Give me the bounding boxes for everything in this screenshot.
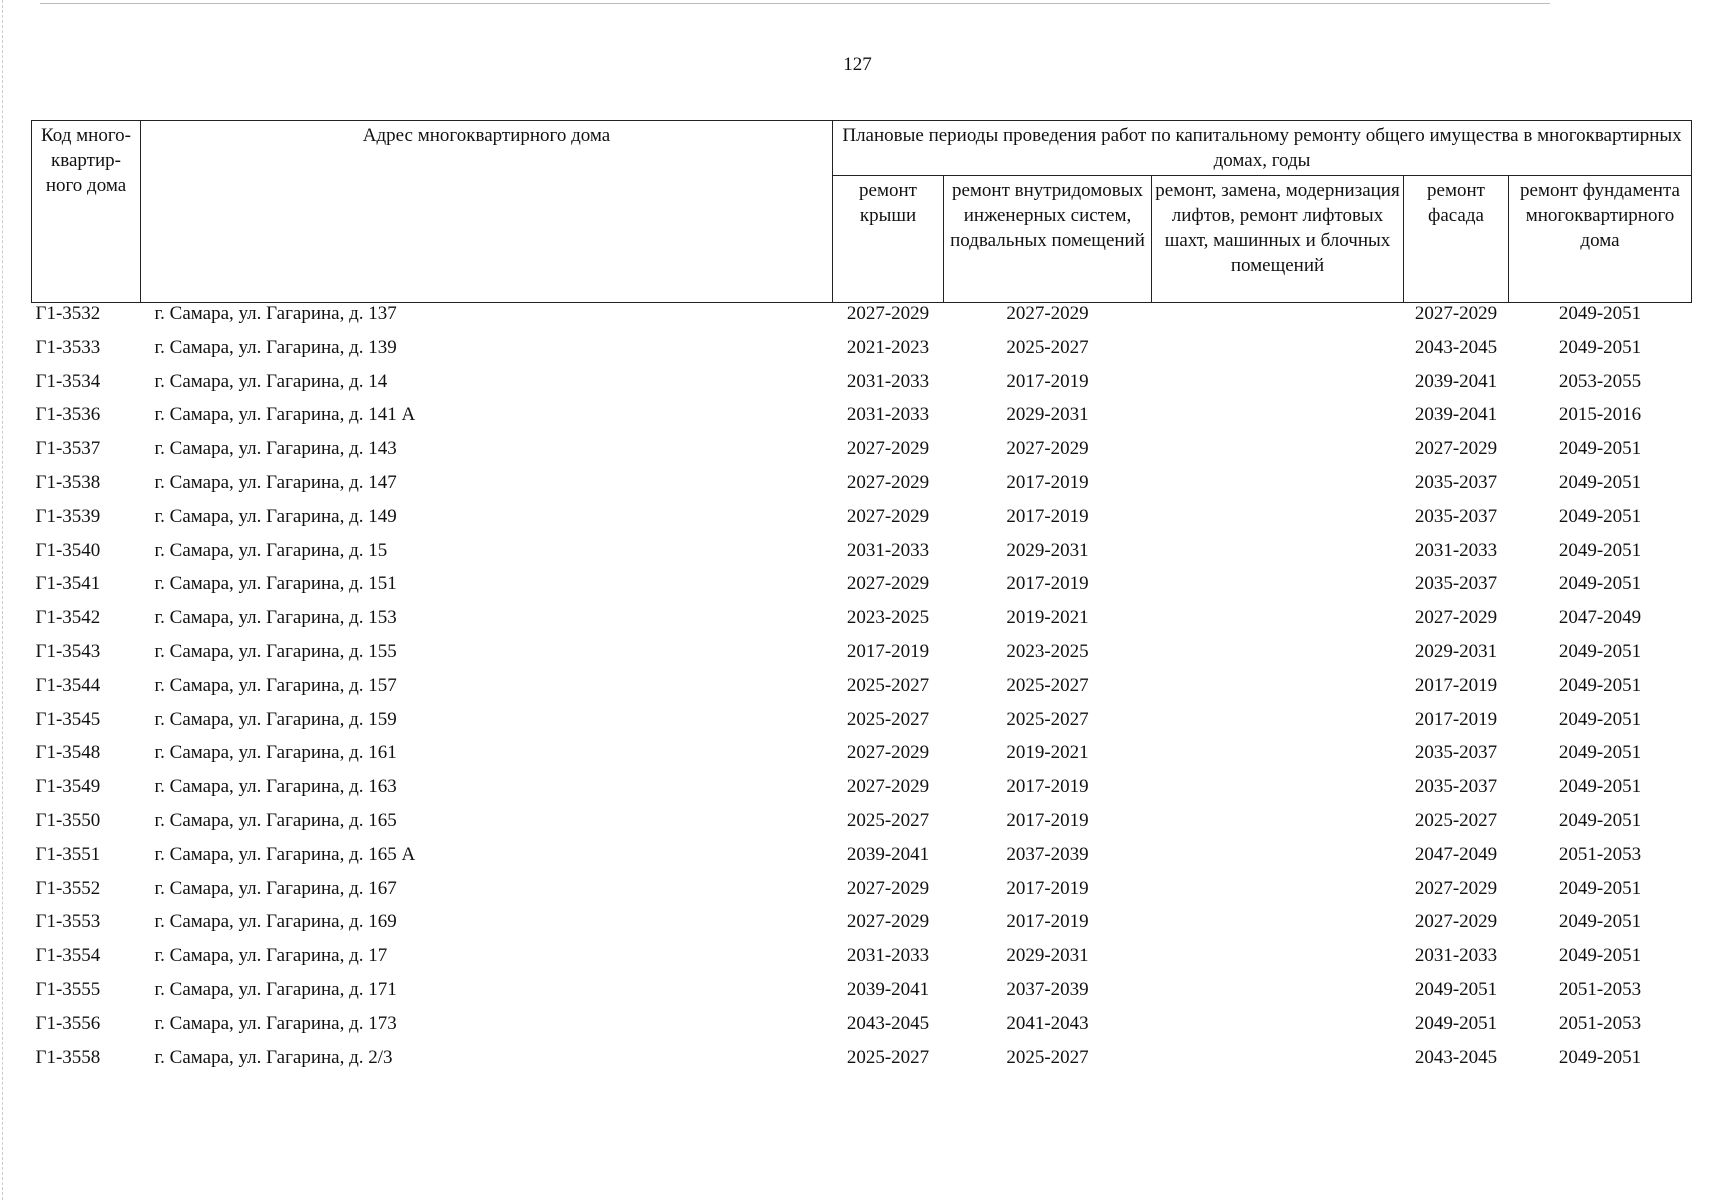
table-row	[32, 303, 1692, 337]
cell-code: Г1-3532	[35, 303, 101, 324]
header-elevators: ремонт, замена, модернизация лифтов, ремонт лифтовых шахт, машинных и блочных помещений	[1152, 176, 1404, 303]
cell-facade: 2049-2051	[1414, 978, 1498, 1000]
cell-engineering: 2029-2031	[1006, 404, 1089, 426]
cell-elevators	[1152, 979, 1404, 1013]
cell-code: Г1-3545	[35, 708, 101, 730]
cell-facade: 2029-2031	[1414, 640, 1498, 662]
table-body	[32, 303, 1692, 1081]
cell-roof: 2031-2033	[846, 370, 930, 392]
cell-facade: 2035-2037	[1414, 742, 1498, 764]
cell-facade: 2035-2037	[1414, 573, 1498, 595]
table-row	[32, 742, 1692, 776]
cell-roof: 2039-2041	[846, 843, 930, 865]
cell-elevators	[1152, 675, 1404, 709]
cell-foundation: 2051-2053	[1558, 978, 1642, 1000]
cell-code: Г1-3549	[35, 776, 101, 798]
table-row	[32, 573, 1692, 607]
cell-engineering: 2017-2019	[1006, 471, 1089, 493]
cell-address: г. Самара, ул. Гагарина, д. 15	[154, 539, 388, 561]
cell-elevators	[1152, 1013, 1404, 1047]
cell-engineering: 2017-2019	[1006, 776, 1089, 798]
cell-engineering: 2017-2019	[1006, 505, 1089, 527]
cell-roof: 2025-2027	[846, 1046, 930, 1068]
cell-foundation: 2047-2049	[1558, 607, 1642, 629]
cell-foundation: 2049-2051	[1558, 640, 1642, 662]
cell-code: Г1-3540	[35, 539, 101, 561]
cell-engineering: 2025-2027	[1006, 336, 1089, 358]
table-row	[32, 438, 1692, 472]
cell-engineering: 2017-2019	[1006, 877, 1089, 899]
cell-facade: 2017-2019	[1414, 674, 1498, 696]
cell-foundation: 2049-2051	[1558, 809, 1642, 831]
cell-code: Г1-3536	[35, 404, 101, 426]
cell-foundation: 2049-2051	[1558, 336, 1642, 358]
cell-facade: 2035-2037	[1414, 505, 1498, 527]
cell-elevators	[1152, 945, 1404, 979]
cell-address: г. Самара, ул. Гагарина, д. 137	[154, 303, 397, 324]
cell-engineering: 2017-2019	[1006, 573, 1089, 595]
cell-foundation: 2053-2055	[1558, 370, 1642, 392]
cell-roof: 2027-2029	[846, 303, 930, 324]
cell-elevators	[1152, 878, 1404, 912]
cell-facade: 2025-2027	[1414, 809, 1498, 831]
cell-roof: 2023-2025	[846, 607, 930, 629]
cell-address: г. Самара, ул. Гагарина, д. 163	[154, 776, 397, 798]
cell-facade: 2047-2049	[1414, 843, 1498, 865]
cell-foundation: 2049-2051	[1558, 911, 1642, 933]
cell-roof: 2039-2041	[846, 978, 930, 1000]
header-code: Код много-квартир-ного дома	[32, 121, 141, 303]
table-row	[32, 371, 1692, 405]
table-row	[32, 641, 1692, 675]
cell-address: г. Самара, ул. Гагарина, д. 147	[154, 471, 397, 493]
table-row	[32, 709, 1692, 743]
cell-roof: 2031-2033	[846, 945, 930, 967]
cell-engineering: 2029-2031	[1006, 539, 1089, 561]
cell-roof: 2027-2029	[846, 471, 930, 493]
cell-elevators	[1152, 709, 1404, 743]
cell-foundation: 2049-2051	[1558, 945, 1642, 967]
cell-foundation: 2049-2051	[1558, 539, 1642, 561]
cell-foundation: 2049-2051	[1558, 742, 1642, 764]
cell-roof: 2031-2033	[846, 404, 930, 426]
cell-foundation: 2051-2053	[1558, 843, 1642, 865]
cell-foundation: 2049-2051	[1558, 505, 1642, 527]
cell-foundation: 2049-2051	[1558, 708, 1642, 730]
cell-address: г. Самара, ул. Гагарина, д. 169	[154, 911, 397, 933]
cell-address: г. Самара, ул. Гагарина, д. 165	[154, 809, 397, 831]
cell-engineering: 2017-2019	[1006, 809, 1089, 831]
cell-elevators	[1152, 337, 1404, 371]
cell-address: г. Самара, ул. Гагарина, д. 143	[154, 438, 397, 460]
cell-facade: 2043-2045	[1414, 1046, 1498, 1068]
cell-foundation: 2049-2051	[1558, 303, 1642, 324]
table-row	[32, 776, 1692, 810]
table-row	[32, 540, 1692, 574]
cell-address: г. Самара, ул. Гагарина, д. 171	[154, 978, 397, 1000]
cell-code: Г1-3550	[35, 809, 101, 831]
cell-address: г. Самара, ул. Гагарина, д. 159	[154, 708, 397, 730]
cell-engineering: 2019-2021	[1006, 742, 1089, 764]
cell-code: Г1-3537	[35, 438, 101, 460]
table-row	[32, 506, 1692, 540]
cell-elevators	[1152, 776, 1404, 810]
table-row	[32, 1047, 1692, 1081]
cell-roof: 2027-2029	[846, 742, 930, 764]
cell-elevators	[1152, 540, 1404, 574]
table-row	[32, 337, 1692, 371]
cell-facade: 2027-2029	[1414, 607, 1498, 629]
cell-engineering: 2037-2039	[1006, 978, 1089, 1000]
cell-facade: 2017-2019	[1414, 708, 1498, 730]
cell-elevators	[1152, 810, 1404, 844]
table-row	[32, 810, 1692, 844]
cell-facade: 2049-2051	[1414, 1012, 1498, 1034]
cell-foundation: 2049-2051	[1558, 573, 1642, 595]
cell-roof: 2021-2023	[846, 336, 930, 358]
cell-engineering: 2025-2027	[1006, 708, 1089, 730]
cell-facade: 2035-2037	[1414, 471, 1498, 493]
cell-roof: 2017-2019	[846, 640, 930, 662]
cell-engineering: 2027-2029	[1006, 303, 1089, 324]
cell-code: Г1-3558	[35, 1046, 101, 1068]
cell-roof: 2025-2027	[846, 674, 930, 696]
cell-roof: 2025-2027	[846, 809, 930, 831]
table-row	[32, 878, 1692, 912]
cell-foundation: 2049-2051	[1558, 674, 1642, 696]
table-row	[32, 911, 1692, 945]
cell-code: Г1-3548	[35, 742, 101, 764]
cell-facade: 2043-2045	[1414, 336, 1498, 358]
cell-code: Г1-3555	[35, 978, 101, 1000]
cell-roof: 2027-2029	[846, 573, 930, 595]
cell-engineering: 2017-2019	[1006, 370, 1089, 392]
cell-facade: 2027-2029	[1414, 877, 1498, 899]
cell-elevators	[1152, 607, 1404, 641]
table-row	[32, 607, 1692, 641]
cell-code: Г1-3538	[35, 471, 101, 493]
cell-facade: 2035-2037	[1414, 776, 1498, 798]
cell-elevators	[1152, 404, 1404, 438]
cell-code: Г1-3543	[35, 640, 101, 662]
table-row	[32, 675, 1692, 709]
cell-foundation: 2049-2051	[1558, 1046, 1642, 1068]
cell-roof: 2027-2029	[846, 877, 930, 899]
cell-address: г. Самара, ул. Гагарина, д. 161	[154, 742, 397, 764]
cell-foundation: 2049-2051	[1558, 877, 1642, 899]
cell-address: г. Самара, ул. Гагарина, д. 167	[154, 877, 397, 899]
cell-elevators	[1152, 371, 1404, 405]
cell-facade: 2027-2029	[1414, 438, 1498, 460]
cell-foundation: 2015-2016	[1558, 404, 1642, 426]
cell-code: Г1-3539	[35, 505, 101, 527]
cell-roof: 2027-2029	[846, 438, 930, 460]
cell-engineering: 2027-2029	[1006, 438, 1089, 460]
cell-address: г. Самара, ул. Гагарина, д. 17	[154, 945, 388, 967]
table-row	[32, 1013, 1692, 1047]
cell-code: Г1-3544	[35, 674, 101, 696]
capital-repair-schedule-table	[31, 120, 1692, 1080]
table-row	[32, 844, 1692, 878]
cell-address: г. Самара, ул. Гагарина, д. 165 А	[154, 843, 416, 865]
cell-address: г. Самара, ул. Гагарина, д. 14	[154, 370, 388, 392]
header-facade: ремонт фасада	[1404, 176, 1509, 303]
cell-facade: 2027-2029	[1414, 911, 1498, 933]
cell-roof: 2027-2029	[846, 505, 930, 527]
cell-facade: 2031-2033	[1414, 539, 1498, 561]
table-row	[32, 472, 1692, 506]
cell-engineering: 2017-2019	[1006, 911, 1089, 933]
page-number: 127	[843, 54, 872, 75]
cell-address: г. Самара, ул. Гагарина, д. 2/3	[154, 1046, 393, 1068]
cell-engineering: 2025-2027	[1006, 674, 1089, 696]
cell-elevators	[1152, 742, 1404, 776]
cell-code: Г1-3533	[35, 336, 101, 358]
scan-edge-line-left	[2, 0, 3, 1200]
cell-address: г. Самара, ул. Гагарина, д. 155	[154, 640, 397, 662]
cell-foundation: 2049-2051	[1558, 776, 1642, 798]
table-row	[32, 404, 1692, 438]
scan-edge-line-top	[40, 3, 1550, 4]
table-header	[32, 121, 1692, 303]
cell-address: г. Самара, ул. Гагарина, д. 153	[154, 607, 397, 629]
cell-elevators	[1152, 438, 1404, 472]
cell-engineering: 2019-2021	[1006, 607, 1089, 629]
cell-address: г. Самара, ул. Гагарина, д. 139	[154, 336, 397, 358]
cell-address: г. Самара, ул. Гагарина, д. 149	[154, 505, 397, 527]
header-address: Адрес многоквартирного дома	[141, 121, 833, 303]
cell-engineering: 2023-2025	[1006, 640, 1089, 662]
cell-elevators	[1152, 641, 1404, 675]
cell-address: г. Самара, ул. Гагарина, д. 173	[154, 1012, 397, 1034]
cell-elevators	[1152, 1047, 1404, 1081]
cell-elevators	[1152, 573, 1404, 607]
cell-facade: 2039-2041	[1414, 370, 1498, 392]
cell-elevators	[1152, 303, 1404, 337]
cell-address: г. Самара, ул. Гагарина, д. 141 А	[154, 404, 416, 426]
cell-elevators	[1152, 844, 1404, 878]
cell-engineering: 2025-2027	[1006, 1046, 1089, 1068]
cell-engineering: 2029-2031	[1006, 945, 1089, 967]
cell-elevators	[1152, 911, 1404, 945]
header-planned-periods: Плановые периоды проведения работ по капитальному ремонту общего имущества в многоквартирных домах, годы	[833, 121, 1692, 176]
cell-engineering: 2041-2043	[1006, 1012, 1089, 1034]
cell-roof: 2031-2033	[846, 539, 930, 561]
cell-code: Г1-3556	[35, 1012, 101, 1034]
header-engineering: ремонт внутридомовых инженерных систем, подвальных помещений	[944, 176, 1152, 303]
cell-facade: 2039-2041	[1414, 404, 1498, 426]
cell-foundation: 2049-2051	[1558, 471, 1642, 493]
cell-roof: 2027-2029	[846, 911, 930, 933]
cell-elevators	[1152, 506, 1404, 540]
cell-facade: 2031-2033	[1414, 945, 1498, 967]
header-foundation: ремонт фундамента многоквартирного дома	[1509, 176, 1692, 303]
cell-code: Г1-3551	[35, 843, 101, 865]
cell-code: Г1-3552	[35, 877, 101, 899]
cell-code: Г1-3541	[35, 573, 101, 595]
cell-code: Г1-3542	[35, 607, 101, 629]
header-roof: ремонт крыши	[833, 176, 944, 303]
cell-roof: 2025-2027	[846, 708, 930, 730]
cell-code: Г1-3553	[35, 911, 101, 933]
cell-foundation: 2049-2051	[1558, 438, 1642, 460]
cell-address: г. Самара, ул. Гагарина, д. 151	[154, 573, 397, 595]
cell-facade: 2027-2029	[1414, 303, 1498, 324]
cell-code: Г1-3554	[35, 945, 101, 967]
table-row	[32, 945, 1692, 979]
cell-roof: 2043-2045	[846, 1012, 930, 1034]
table-row	[32, 979, 1692, 1013]
cell-roof: 2027-2029	[846, 776, 930, 798]
cell-engineering: 2037-2039	[1006, 843, 1089, 865]
cell-code: Г1-3534	[35, 370, 101, 392]
cell-elevators	[1152, 472, 1404, 506]
cell-address: г. Самара, ул. Гагарина, д. 157	[154, 674, 397, 696]
cell-foundation: 2051-2053	[1558, 1012, 1642, 1034]
